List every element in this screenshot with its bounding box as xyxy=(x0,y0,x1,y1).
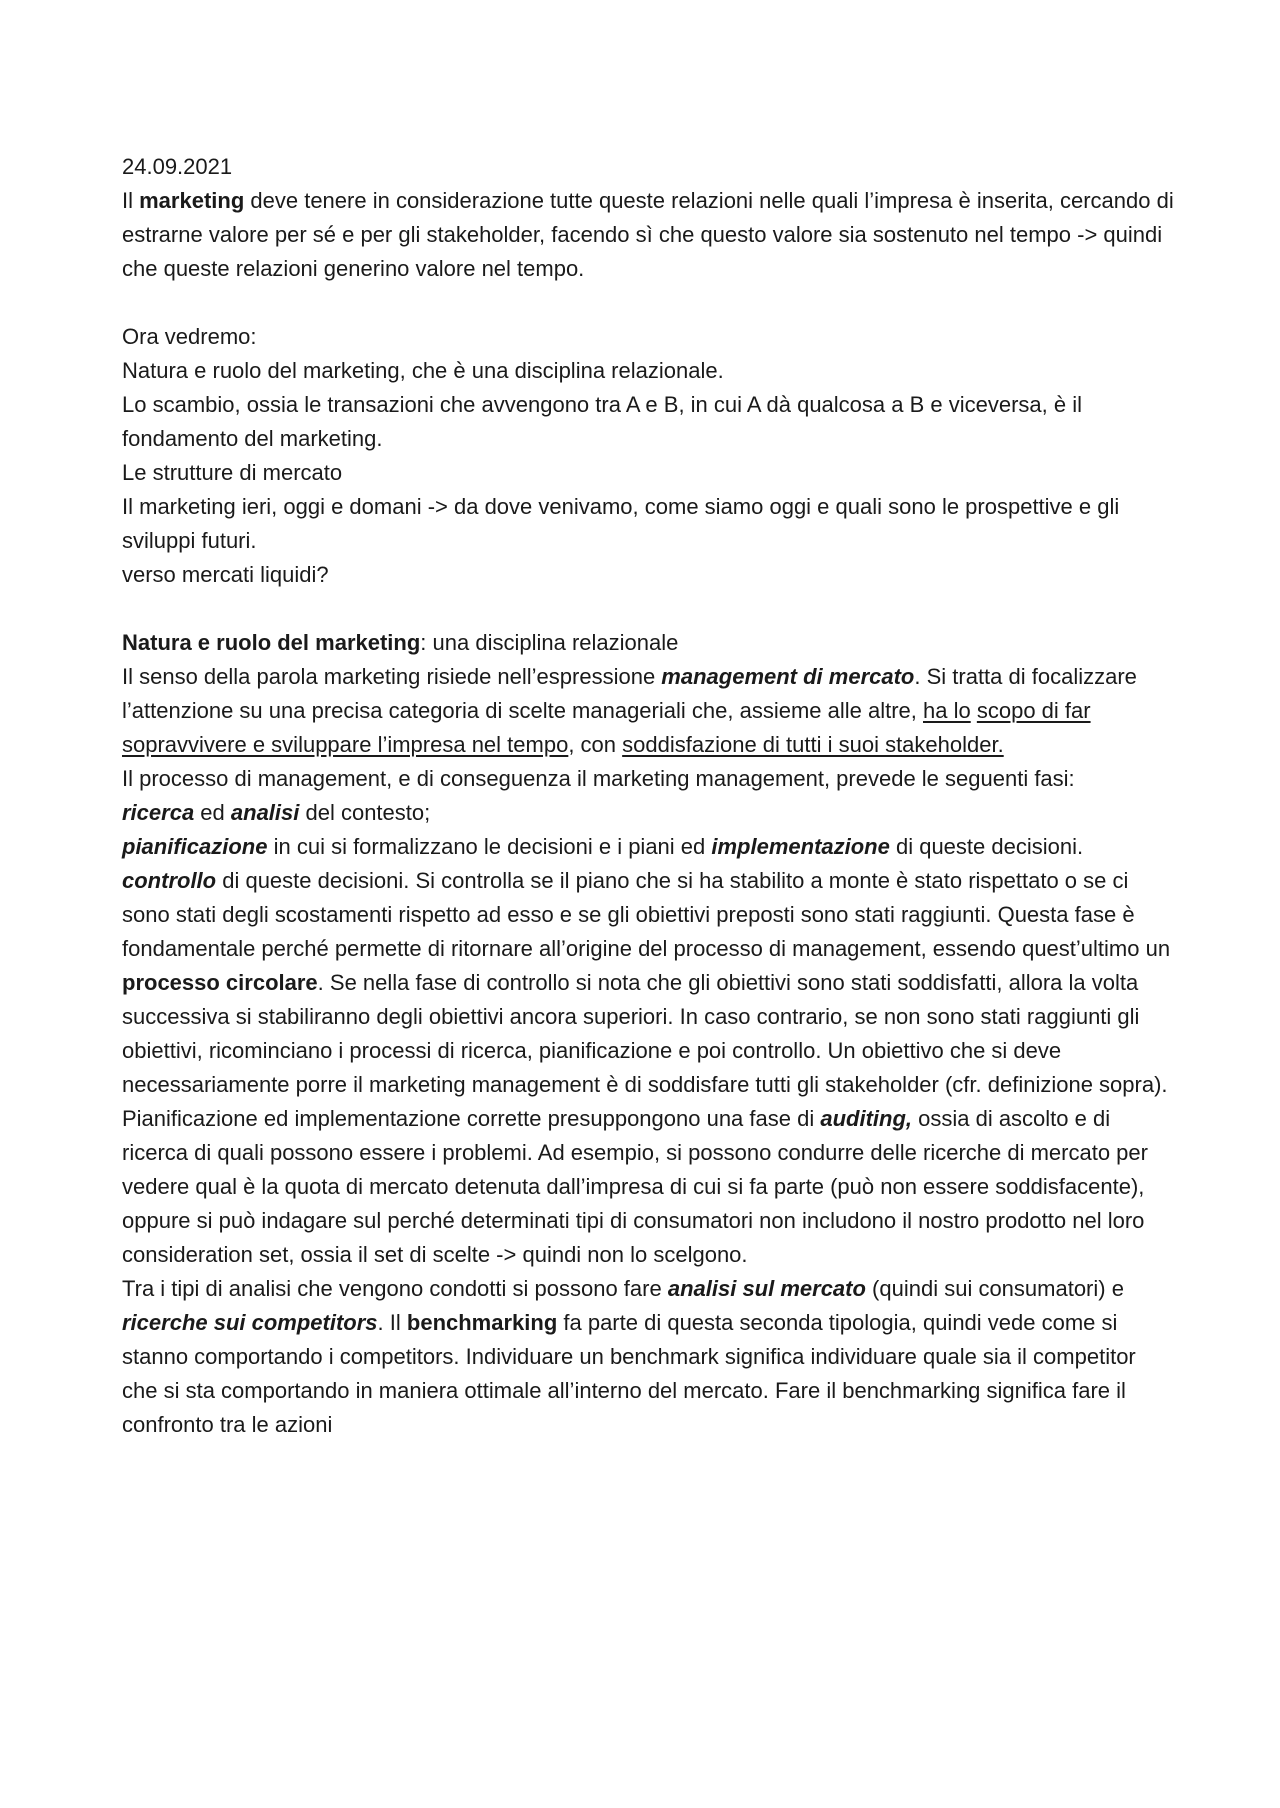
document-body xyxy=(122,150,1174,1442)
text-run: , con xyxy=(568,732,623,757)
text-run: Pianificazione ed implementazione corrette presuppongono una fase di xyxy=(122,1106,821,1131)
phase-control xyxy=(122,864,1174,1102)
outline-item: Lo scambio, ossia le transazioni che avvengono tra A e B, in cui A dà qualcosa a B e viceversa, è il fondamento del marketing. xyxy=(122,392,1083,451)
text-run: del contesto; xyxy=(299,800,431,825)
bold-italic-term: controllo xyxy=(122,868,217,893)
bold-italic-term: auditing, xyxy=(820,1106,912,1131)
blank-line xyxy=(122,592,1174,626)
text-run: in cui si formalizzano le decisioni e i piani ed xyxy=(267,834,712,859)
underlined-text: scopo di far sopravvivere e sviluppare l’impresa nel tempo xyxy=(122,698,1091,757)
analysis-paragraph xyxy=(122,1272,1174,1442)
bold-italic-term: analisi sul mercato xyxy=(667,1276,866,1301)
text-run: di queste decisioni. Si controlla se il piano che si ha stabilito a monte è stato rispettato o se ci sono stati degli scostamenti rispetto ad esso e se gli obiettivi preposti sono stati raggiunti. Questa fase è fondamentale perché permette di ritornare all’origine del processo di management, essendo quest’ultimo un xyxy=(122,868,1171,961)
section-title: Natura e ruolo del marketing xyxy=(122,630,421,655)
outline-item: Natura e ruolo del marketing, che è una disciplina relazionale. xyxy=(122,358,724,383)
bold-italic-term: implementazione xyxy=(711,834,890,859)
underlined-text: soddisfazione di tutti i suoi stakeholder. xyxy=(622,732,1004,757)
outline-intro: Ora vedremo: xyxy=(122,324,257,349)
text-run: deve tenere in considerazione tutte queste relazioni nelle quali l’impresa è inserita, cercando di estrarne valore per sé e per gli stakeholder, facendo sì che questo valore sia sostenuto nel tempo -> quindi che queste relazioni generino valore nel tempo. xyxy=(122,188,1174,281)
phase-research xyxy=(122,796,1174,830)
text-run: . Se nella fase di controllo si nota che gli obiettivi sono stati soddisfatti, allora la volta successiva si stabiliranno degli obiettivi ancora superiori. In caso contrario, se non sono stati raggiunti gli obiettivi, ricominciano i processi di ricerca, pianificazione e poi controllo. Un obiettivo che si deve necessariamente porre il marketing management è di soddisfare tutti gli stakeholder (cfr. definizione sopra). xyxy=(122,970,1168,1097)
bold-term: benchmarking xyxy=(406,1310,558,1335)
text-run: . Il xyxy=(377,1310,407,1335)
text-run: ossia di ascolto e di ricerca di quali possono essere i problemi. Ad esempio, si possono condurre delle ricerche di mercato per vedere qual è la quota di mercato detenuta dall’impresa di cui si fa parte (può non essere soddisfacente), oppure si può indagare sul perché determinati tipi di consumatori non includono il nostro prodotto nel loro consideration set, ossia il set di scelte -> quindi non lo scelgono. xyxy=(122,1106,1148,1267)
text-run: ed xyxy=(194,800,231,825)
bold-italic-term: ricerca xyxy=(122,800,195,825)
date-line: 24.09.2021 xyxy=(122,154,233,179)
bold-term: processo circolare xyxy=(122,970,318,995)
text-run: . Si tratta di focalizzare l’attenzione su una precisa categoria di scelte manageriali che, assieme alle altre, xyxy=(122,664,1137,723)
definition-paragraph xyxy=(122,660,1174,762)
bold-italic-term: management di mercato xyxy=(661,664,915,689)
text-run: (quindi sui consumatori) e xyxy=(865,1276,1124,1301)
process-paragraph: Il processo di management, e di conseguenza il marketing management, prevede le seguenti fasi: xyxy=(122,766,1075,791)
auditing-paragraph xyxy=(122,1102,1174,1272)
outline-item: Le strutture di mercato xyxy=(122,460,343,485)
text-run: fa parte di questa seconda tipologia, quindi vede come si stanno comportando i competitors. Individuare un benchmark significa individuare quale sia il competitor che si sta comportando in maniera ottimale all’interno del mercato. Fare il benchmarking significa fare il confronto tra le azioni xyxy=(122,1310,1136,1437)
text-run: Tra i tipi di analisi che vengono condotti si possono fare xyxy=(122,1276,668,1301)
intro-paragraph xyxy=(122,184,1174,286)
underlined-text: ha lo xyxy=(923,698,971,723)
text-run: di queste decisioni. xyxy=(889,834,1084,859)
bold-italic-term: ricerche sui competitors xyxy=(122,1310,378,1335)
section-heading xyxy=(122,626,1174,660)
outline-item: Il marketing ieri, oggi e domani -> da dove venivamo, come siamo oggi e quali sono le prospettive e gli sviluppi futuri. xyxy=(122,494,1120,553)
text-run: Il senso della parola marketing risiede nell’espressione xyxy=(122,664,662,689)
blank-line xyxy=(122,286,1174,320)
bold-term: marketing xyxy=(139,188,245,213)
bold-italic-term: analisi xyxy=(230,800,300,825)
outline-item: verso mercati liquidi? xyxy=(122,562,329,587)
bold-italic-term: pianificazione xyxy=(122,834,268,859)
text-run: Il xyxy=(122,188,140,213)
phase-planning xyxy=(122,830,1174,864)
section-subtitle: : una disciplina relazionale xyxy=(420,630,679,655)
